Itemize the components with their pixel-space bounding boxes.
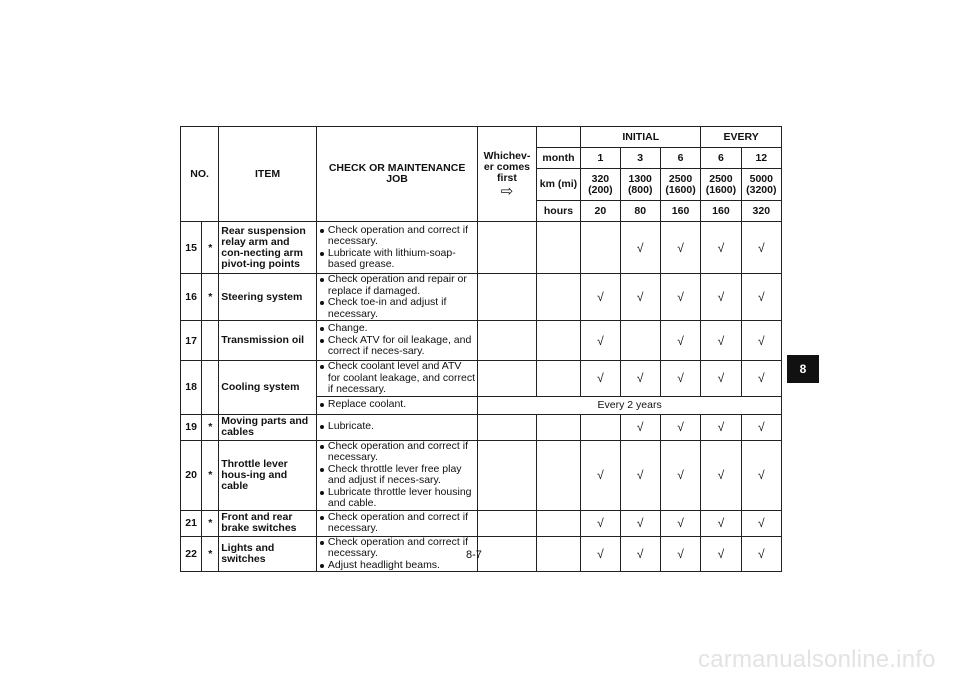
- check-mark: √: [620, 274, 660, 321]
- check-mark: √: [701, 536, 741, 572]
- row-job: [316, 396, 477, 414]
- check-mark: √: [660, 440, 700, 510]
- arrow-right-icon: ⇨: [500, 183, 514, 200]
- check-mark: √: [581, 274, 620, 321]
- check-mark: √: [660, 321, 700, 361]
- header-km: [660, 169, 700, 201]
- km-value: 5000: [749, 172, 773, 185]
- job-text: Check operation and repair or replace if damaged.: [327, 273, 467, 297]
- table-row: [181, 440, 782, 510]
- check-mark: [581, 222, 620, 274]
- check-mark: √: [660, 361, 700, 397]
- job-text: Change.: [327, 322, 368, 335]
- job-text: Check ATV for oil leakage, and correct if neces-sary.: [327, 333, 472, 358]
- check-mark: √: [660, 414, 700, 440]
- header-month: 12: [741, 148, 781, 169]
- chapter-tab: 8: [787, 355, 819, 383]
- job-text: Check throttle lever free play and adjust if neces-sary.: [327, 462, 462, 486]
- row-job: [316, 222, 477, 274]
- check-mark: √: [701, 274, 741, 321]
- row-item: Cooling system: [219, 361, 317, 415]
- spacer-cell: [536, 274, 581, 321]
- spacer-cell: [536, 510, 581, 536]
- job-line: [319, 512, 475, 535]
- row-star-mark: *: [202, 536, 219, 572]
- row-number: 16: [181, 274, 202, 321]
- table-row: [181, 361, 782, 397]
- row-item: Lights and switches: [219, 536, 317, 572]
- row-number: 22: [181, 536, 202, 572]
- whichever-cell: [478, 222, 536, 274]
- row-star-mark: *: [202, 274, 219, 321]
- job-text: Lubricate.: [327, 420, 375, 433]
- spacer-cell: [536, 440, 581, 510]
- bullet-icon: [320, 491, 324, 495]
- check-mark: √: [701, 510, 741, 536]
- job-line: [319, 225, 475, 248]
- whichever-cell: [478, 510, 536, 536]
- spacer-cell: [536, 222, 581, 274]
- header-km-label: km (mi): [536, 169, 581, 201]
- row-star-mark: *: [202, 510, 219, 536]
- job-text: Check operation and correct if necessary.: [327, 535, 468, 559]
- row-job: [316, 414, 477, 440]
- header-hours: 160: [660, 201, 700, 222]
- check-mark: √: [620, 440, 660, 510]
- bullet-icon: [320, 229, 324, 233]
- check-mark: √: [741, 361, 781, 397]
- bullet-icon: [320, 301, 324, 305]
- row-job: [316, 510, 477, 536]
- header-initial: INITIAL: [581, 127, 701, 148]
- check-mark: √: [741, 414, 781, 440]
- row-star-mark: [202, 321, 219, 361]
- check-mark: √: [701, 414, 741, 440]
- table-row: [181, 274, 782, 321]
- row-number: 15: [181, 222, 202, 274]
- bullet-icon: [320, 516, 324, 520]
- row-item: Steering system: [219, 274, 317, 321]
- header-no: NO.: [181, 127, 219, 222]
- check-mark: √: [581, 361, 620, 397]
- maintenance-table: [180, 126, 782, 572]
- page-number: 8-7: [466, 549, 482, 561]
- job-line: [319, 297, 475, 320]
- bullet-icon: [320, 339, 324, 343]
- row-job: [316, 361, 477, 397]
- header-every: EVERY: [701, 127, 782, 148]
- job-text: Adjust headlight beams.: [327, 558, 440, 571]
- bullet-icon: [320, 365, 324, 369]
- check-mark: √: [581, 440, 620, 510]
- job-line: [319, 560, 475, 572]
- job-text: Check toe-in and adjust if necessary.: [327, 296, 447, 320]
- job-text: Check coolant level and ATV for coolant leakage, and correct if necessary.: [327, 360, 475, 395]
- check-mark: √: [660, 536, 700, 572]
- check-mark: [581, 414, 620, 440]
- header-km: [741, 169, 781, 201]
- header-month: 6: [660, 148, 700, 169]
- check-mark: √: [741, 440, 781, 510]
- table-row: [181, 510, 782, 536]
- table-row: [181, 222, 782, 274]
- whichever-text: Whichev-er comes first: [483, 150, 531, 184]
- row-job: [316, 536, 477, 572]
- row-item: Front and rear brake switches: [219, 510, 317, 536]
- check-mark: √: [701, 440, 741, 510]
- header-whichever: [478, 127, 536, 222]
- check-mark: √: [741, 222, 781, 274]
- header-month: 6: [701, 148, 741, 169]
- header-month: 1: [581, 148, 620, 169]
- mi-value: (1600): [705, 183, 737, 196]
- check-mark: √: [660, 274, 700, 321]
- interval-text: Every 2 years: [478, 396, 782, 414]
- spacer-cell: [536, 414, 581, 440]
- header-hours: 20: [581, 201, 620, 222]
- row-job: [316, 440, 477, 510]
- row-item: Rear suspension relay arm and con-necting arm pivot-ing points: [219, 222, 317, 274]
- spacer-cell: [536, 536, 581, 572]
- bullet-icon: [320, 278, 324, 282]
- spacer-cell: [536, 361, 581, 397]
- whichever-cell: [478, 321, 536, 361]
- bullet-icon: [320, 445, 324, 449]
- check-mark: √: [741, 321, 781, 361]
- job-line: [319, 399, 475, 411]
- check-mark: [620, 321, 660, 361]
- check-mark: √: [620, 222, 660, 274]
- header-month: 3: [620, 148, 660, 169]
- header-hours-label: hours: [536, 201, 581, 222]
- whichever-cell: [478, 536, 536, 572]
- check-mark: √: [620, 414, 660, 440]
- row-star-mark: *: [202, 222, 219, 274]
- row-item: Moving parts and cables: [219, 414, 317, 440]
- table-body: [181, 222, 782, 572]
- job-line: [319, 464, 475, 487]
- job-line: [319, 274, 475, 297]
- job-text: Check operation and correct if necessary.: [327, 223, 468, 247]
- bullet-icon: [320, 327, 324, 331]
- header-km: [701, 169, 741, 201]
- job-text: Lubricate with lithium-soap-based grease.: [327, 246, 456, 270]
- header-km: [620, 169, 660, 201]
- job-line: [319, 361, 475, 396]
- table-header: [181, 127, 782, 222]
- row-star-mark: [202, 361, 219, 415]
- job-text: Replace coolant.: [327, 398, 407, 411]
- bullet-icon: [320, 425, 324, 429]
- check-mark: √: [620, 510, 660, 536]
- bullet-icon: [320, 541, 324, 545]
- km-value: 2500: [668, 172, 693, 185]
- check-mark: √: [701, 321, 741, 361]
- check-mark: √: [581, 510, 620, 536]
- table-row: [181, 321, 782, 361]
- header-km: [581, 169, 620, 201]
- check-mark: √: [741, 274, 781, 321]
- check-mark: √: [581, 536, 620, 572]
- row-star-mark: *: [202, 440, 219, 510]
- bullet-icon: [320, 564, 324, 568]
- whichever-cell: [478, 414, 536, 440]
- bullet-icon: [320, 468, 324, 472]
- mi-value: (200): [588, 183, 613, 196]
- check-mark: √: [701, 222, 741, 274]
- mi-value: (1600): [665, 183, 696, 196]
- header-hours: 320: [741, 201, 781, 222]
- check-mark: √: [660, 510, 700, 536]
- check-mark: √: [701, 361, 741, 397]
- km-value: 2500: [709, 172, 733, 185]
- whichever-cell: [478, 361, 536, 397]
- header-job: CHECK OR MAINTENANCE JOB: [316, 127, 477, 222]
- row-number: 17: [181, 321, 202, 361]
- check-mark: √: [620, 536, 660, 572]
- header-hours: 160: [701, 201, 741, 222]
- job-text: Lubricate throttle lever housing and cable.: [327, 485, 472, 509]
- km-value: 320: [591, 172, 610, 185]
- header-item: ITEM: [219, 127, 317, 222]
- check-mark: √: [660, 222, 700, 274]
- bullet-icon: [320, 403, 324, 407]
- row-number: 18: [181, 361, 202, 415]
- job-line: [319, 537, 475, 560]
- row-item: Throttle lever hous-ing and cable: [219, 440, 317, 510]
- spacer-cell: [536, 321, 581, 361]
- row-number: 21: [181, 510, 202, 536]
- job-line: [319, 248, 475, 271]
- job-text: Check operation and correct if necessary.: [327, 439, 468, 463]
- check-mark: √: [741, 510, 781, 536]
- mi-value: (3200): [746, 183, 777, 196]
- watermark: carmanualsonline.info: [698, 646, 936, 673]
- bullet-icon: [320, 252, 324, 256]
- header-month-label: month: [536, 148, 581, 169]
- row-star-mark: *: [202, 414, 219, 440]
- row-item: Transmission oil: [219, 321, 317, 361]
- header-hours: 80: [620, 201, 660, 222]
- check-mark: √: [581, 321, 620, 361]
- whichever-cell: [478, 274, 536, 321]
- row-job: [316, 274, 477, 321]
- km-value: 1300: [628, 172, 652, 185]
- table-row: [181, 414, 782, 440]
- job-line: [319, 441, 475, 464]
- job-text: Check operation and correct if necessary.: [327, 510, 468, 534]
- row-number: 20: [181, 440, 202, 510]
- check-mark: √: [741, 536, 781, 572]
- check-mark: √: [620, 361, 660, 397]
- job-line: [319, 421, 475, 433]
- whichever-cell: [478, 440, 536, 510]
- row-job: [316, 321, 477, 361]
- job-line: [319, 487, 475, 510]
- row-number: 19: [181, 414, 202, 440]
- mi-value: (800): [627, 183, 653, 196]
- job-line: [319, 335, 475, 358]
